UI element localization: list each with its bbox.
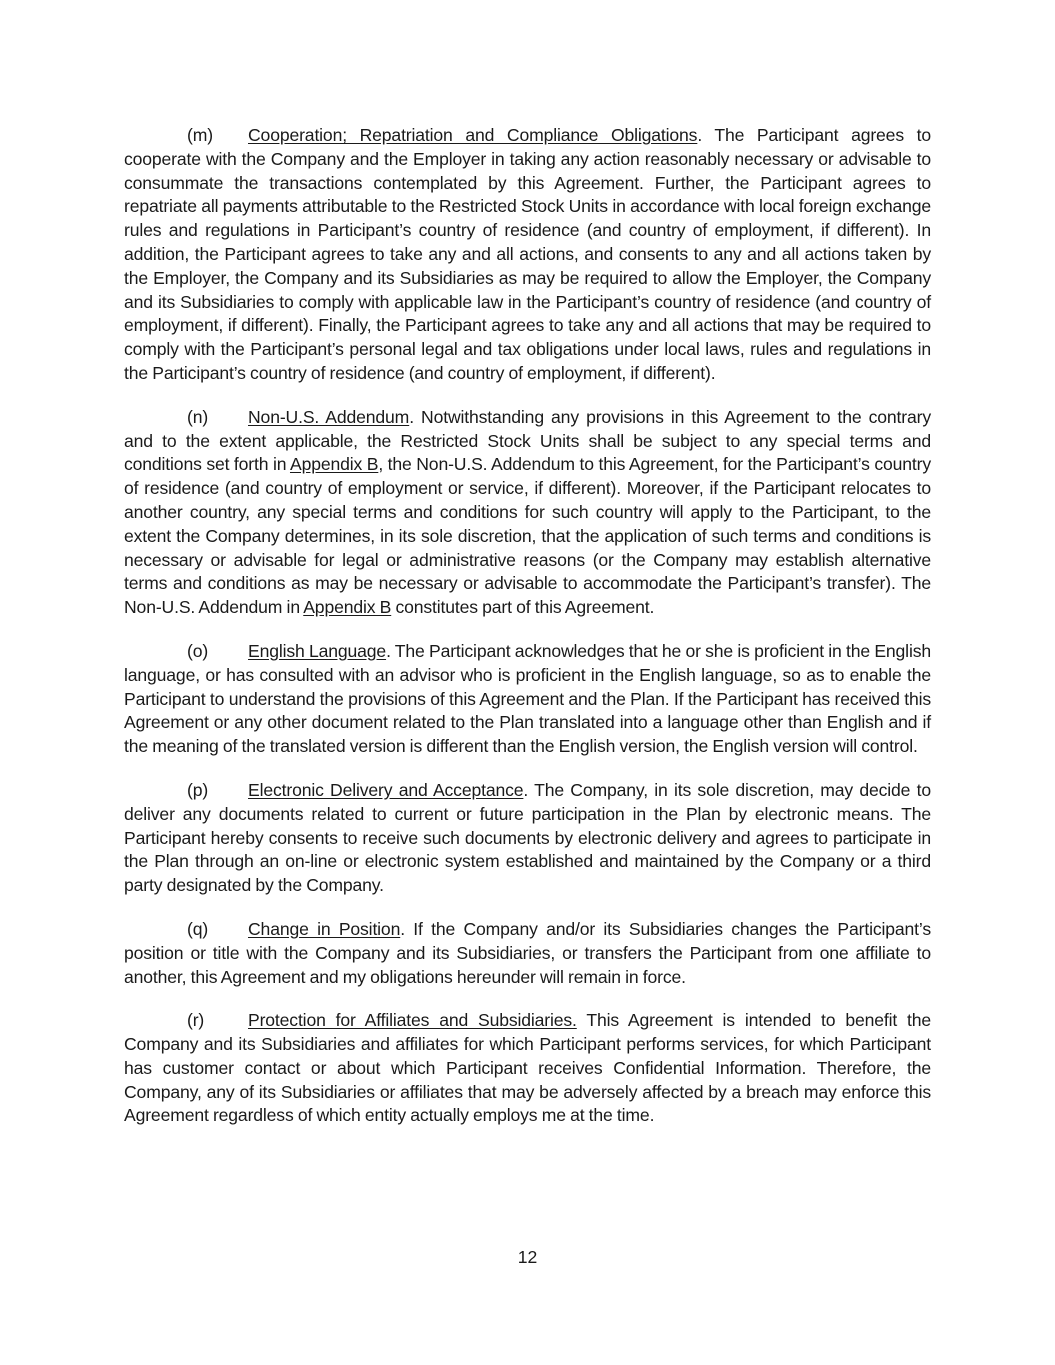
paragraph-heading: English Language xyxy=(248,640,387,661)
paragraph-heading: Electronic Delivery and Acceptance xyxy=(248,779,524,800)
paragraph-label: (o) xyxy=(187,640,209,661)
document-body xyxy=(124,124,931,1148)
paragraph-label: (q) xyxy=(187,918,209,939)
paragraph-m xyxy=(124,124,931,386)
paragraph-heading: Cooperation; Repatriation and Compliance Obligations xyxy=(248,125,698,145)
paragraph-text: . If the Company and/or its Subsidiaries changes the Participant’s position or title with the Company and its Subsidiaries, or transfers the Participant from one affiliate to another, this Agreement and my obligations hereunder will remain in force. xyxy=(124,918,931,987)
paragraph-text: This Agreement is intended to benefit the Company and its Subsidiaries and affiliates for which Participant performs services, for which Participant has customer contact or about which Participant receives Confidential Information. Therefore, the Company, any of its Subsidiaries or affiliates that may be adversely affected by a breach may enforce this Agreement regardless of which entity actually employs me at the time. xyxy=(124,1010,931,1126)
paragraph-n xyxy=(124,406,931,620)
page-number: 12 xyxy=(517,1247,538,1267)
paragraph-label: (p) xyxy=(187,779,209,800)
paragraph-text: . The Company, in its sole discretion, may decide to deliver any documents related to current or future participation in the Plan by electronic means. The Participant hereby consents to receive such documents by electronic delivery and agrees to participate in the Plan through an on-line or electronic system established and maintained by the Company or a third party designated by the Company. xyxy=(124,779,931,896)
paragraph-heading: Protection for Affiliates and Subsidiaries. xyxy=(248,1010,577,1031)
appendix-b-reference: Appendix B xyxy=(303,597,392,618)
paragraph-o xyxy=(124,640,931,759)
paragraph-q xyxy=(124,918,931,989)
paragraph-label: (r) xyxy=(187,1010,205,1031)
paragraph-p xyxy=(124,779,931,898)
paragraph-r xyxy=(124,1009,931,1128)
paragraph-label: (m) xyxy=(187,125,213,145)
paragraph-text: . Notwithstanding any provisions in this Agreement to the contrary and to the extent applicable, the Restricted Stock Units shall be subject to any special terms and conditions set forth in xyxy=(124,406,931,475)
paragraph-text: . The Participant acknowledges that he or she is proficient in the English language, or has consulted with an advisor who is proficient in the English language, so as to enable the Participant to understand the provisions of this Agreement and the Plan. If the Participant has received this Agreement or any other document related to the Plan translated into a language other than English and if the meaning of the translated version is different than the English version, the English version will control. xyxy=(124,640,931,757)
paragraph-heading: Change in Position xyxy=(248,918,401,939)
paragraph-text: . The Participant agrees to cooperate with the Company and the Employer in taking any action reasonably necessary or advisable to consummate the transactions contemplated by this Agreement. Further, the Participant agrees to repatriate all payments attributable to the Restricted Stock Units in accordance with local foreign exchange rules and regulations in Participant’s country of residence (and country of employment, if different). In addition, the Participant agrees to take any and all actions, and consents to any and all actions taken by the Employer, the Company and its Subsidiaries as may be required to allow the Employer, the Company and its Subsidiaries to comply with applicable law in the Participant’s country of residence (and country of employment, if different). Finally, the Participant agrees to take any and all actions that may be required to comply with the Participant’s personal legal and tax obligations under local laws, rules and regulations in the Participant’s country of residence (and country of employment, if different). xyxy=(124,125,931,383)
paragraph-heading: Non-U.S. Addendum xyxy=(248,406,410,427)
paragraph-text: , the Non-U.S. Addendum to this Agreement, for the Participant’s country of residence (and country of employment or service, if different). Moreover, if the Participant relocates to another country, any special terms and conditions for such country will apply to the Participant, to the extent the Company determines, in its sole discretion, that the application of such terms and conditions is necessary or advisable for legal or administrative reasons (or the Company may establish alternative terms and conditions as may be necessary or advisable to accommodate the Participant’s transfer). The Non-U.S. Addendum in xyxy=(124,454,931,618)
paragraph-text: constitutes part of this Agreement. xyxy=(391,597,655,618)
appendix-b-reference: Appendix B xyxy=(289,454,379,475)
paragraph-label: (n) xyxy=(187,406,209,427)
